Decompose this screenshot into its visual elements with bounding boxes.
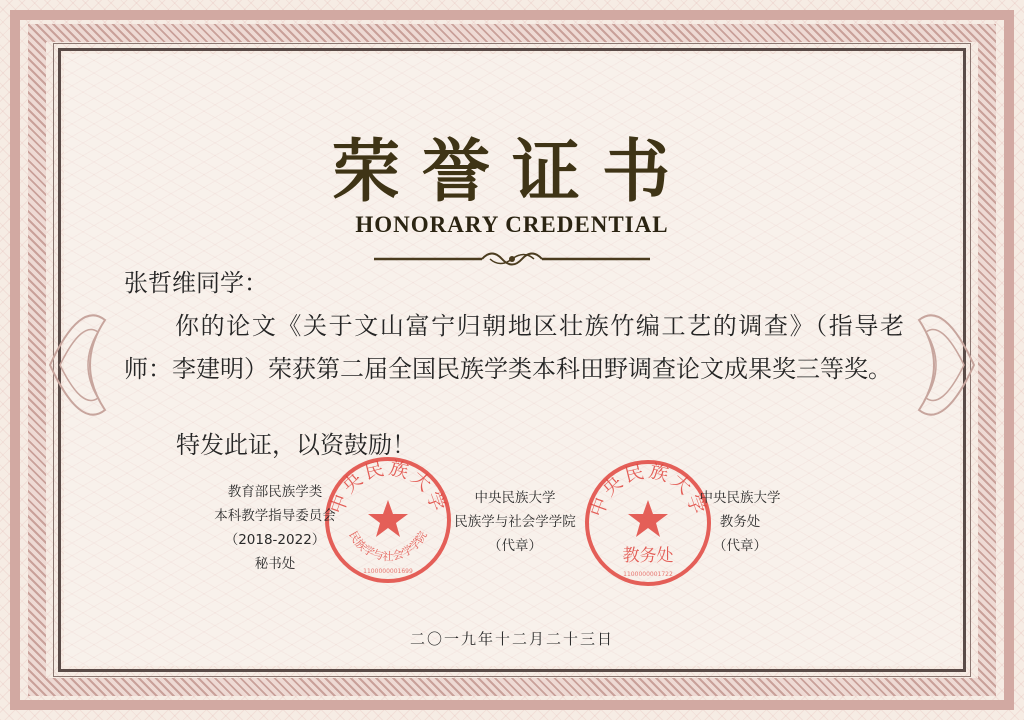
- seal-bottom-text: 教务处: [622, 546, 674, 566]
- seal-number: 1100000001699: [363, 568, 413, 575]
- issuer-line: 教育部民族学类: [227, 484, 323, 500]
- issuer-line: 中央民族大学: [474, 490, 556, 506]
- seal-number: 1100000001722: [623, 571, 673, 578]
- issuer-line: （2018-2022）: [224, 532, 326, 548]
- title-divider-ornament: [372, 246, 652, 272]
- issuer-committee: [190, 480, 360, 576]
- seal-bottom-text: 民族学与社会学学院: [346, 529, 430, 563]
- issue-date: 二〇一九年十二月二十三日: [409, 630, 614, 648]
- issuer-school: [430, 486, 600, 558]
- seal-star-icon: [628, 500, 668, 537]
- seal-top-text: 中央民族大学: [325, 457, 451, 517]
- certificate-title: 荣誉证书: [331, 132, 692, 212]
- issuer-line: 中央民族大学: [699, 490, 781, 506]
- issuer-line: 教务处: [719, 514, 761, 530]
- certificate-subtitle: HONORARY CREDENTIAL: [355, 212, 669, 237]
- right-ornament: [914, 290, 984, 440]
- issuer-line: （代章）: [488, 538, 542, 554]
- issuer-line: 民族学与社会学学院: [454, 514, 576, 530]
- issuer-line: 本科教学指导委员会: [214, 508, 336, 524]
- issuer-line: （代章）: [713, 538, 767, 554]
- closing-line: 特发此证，以资鼓励！: [176, 431, 416, 459]
- issuer-academic-affairs: [665, 486, 815, 558]
- seal-star-icon: [368, 500, 408, 537]
- seal-top-text: 中央民族大学: [585, 460, 711, 520]
- issuer-line: 秘书处: [254, 556, 296, 572]
- recipient-salutation: 张哲维同学：: [124, 269, 268, 297]
- left-ornament: [40, 290, 110, 440]
- award-paragraph: 你的论文《关于文山富宁归朝地区壮族竹编工艺的调查》（指导老师：李建明）荣获第二届全国民族学类本科田野调查论文成果奖三等奖。: [124, 312, 904, 383]
